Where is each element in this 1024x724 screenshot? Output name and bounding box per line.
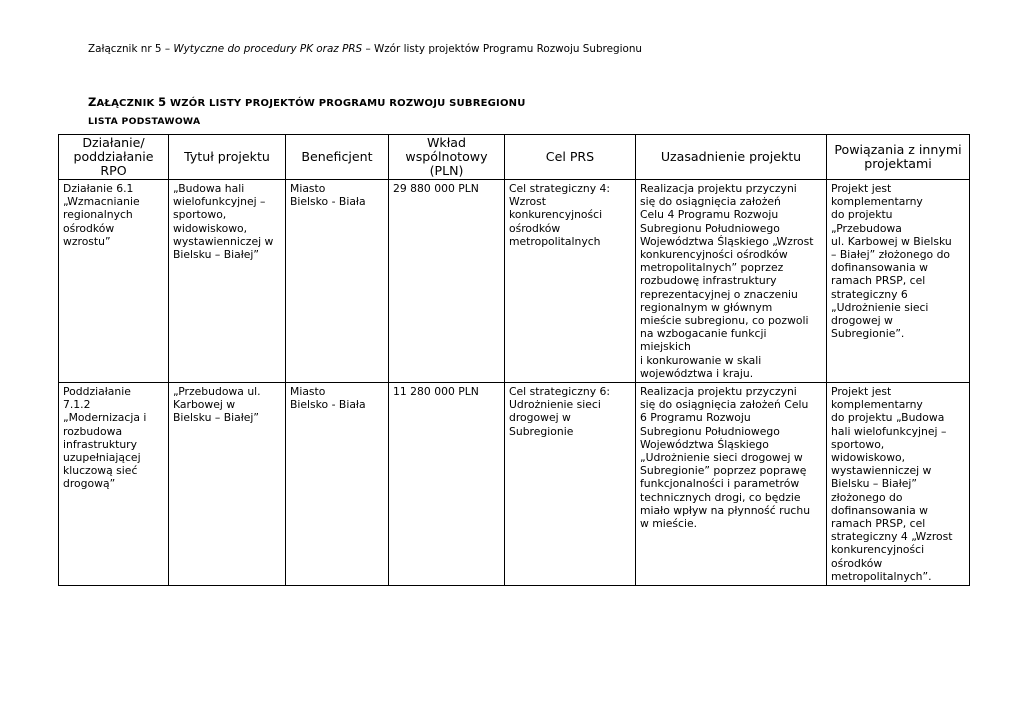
cell-wklad: 11 280 000 PLN (389, 383, 505, 586)
cell-dzialanie: Działanie 6.1 „Wzmacnianie regionalnych ośrodków wzrostu” (59, 180, 169, 383)
col-header-dzialanie: Działanie/ poddziałanie RPO (59, 135, 169, 180)
col-header-cel: Cel PRS (505, 135, 636, 180)
cell-uzasadnienie: Realizacja projektu przyczyni się do osiągnięcia założeń Celu 6 Programu Rozwoju Subregionu Południowego Województwa Śląskiego „Udrożnienie sieci drogowej w Subregionie” poprzez poprawę funkcjonalności i parametrów technicznych drogi, co będzie miało wpływ na płynność ruchu w mieście. (636, 383, 827, 586)
document-heading (88, 95, 526, 109)
projects-table (58, 134, 970, 586)
cell-wklad: 29 880 000 PLN (389, 180, 505, 383)
cell-powiazania: Projekt jest komplementarny do projektu „Budowa hali wielofunkcyjnej – sportowo, widowiskowo, wystawienniczej w Bielsku – Białej” złożonego do dofinansowania w ramach PRSP, cel strategiczny 4 „Wzrost konkurencyjności ośrodków metropolitalnych”. (827, 383, 970, 586)
cell-powiazania: Projekt jest komplementarny do projektu „Przebudowa ul. Karbowej w Bielsku – Białej” złożonego do dofinansowania w ramach PRSP, cel strategiczny 6 „Udrożnienie sieci drogowej w Subregionie”. (827, 180, 970, 383)
cell-tytul: „Przebudowa ul. Karbowej w Bielsku – Białej” (169, 383, 286, 586)
cell-beneficjent: Miasto Bielsko - Biała (286, 180, 389, 383)
cell-cel: Cel strategiczny 6: Udrożnienie sieci drogowej w Subregionie (505, 383, 636, 586)
col-header-beneficjent: Beneficjent (286, 135, 389, 180)
cell-beneficjent: Miasto Bielsko - Biała (286, 383, 389, 586)
heading-first-letter: Z (88, 95, 97, 109)
heading-rest: AŁĄCZNIK (96, 98, 159, 109)
table-row (59, 180, 970, 383)
heading-title: WZÓR LISTY PROJEKTÓW PROGRAMU ROZWOJU SUBREGIONU (166, 98, 526, 109)
table-header-row (59, 135, 970, 180)
table-row (59, 383, 970, 586)
cell-cel: Cel strategiczny 4: Wzrost konkurencyjności ośrodków metropolitalnych (505, 180, 636, 383)
header-suffix: – Wzór listy projektów Programu Rozwoju Subregionu (362, 43, 643, 55)
cell-dzialanie: Poddziałanie 7.1.2 „Modernizacja i rozbudowa infrastruktury uzupełniającej kluczową sieć drogową” (59, 383, 169, 586)
cell-tytul: „Budowa hali wielofunkcyjnej – sportowo, widowiskowo, wystawienniczej w Bielsku – Białej” (169, 180, 286, 383)
list-subheading: LISTA PODSTAWOWA (88, 116, 201, 127)
col-header-tytul: Tytuł projektu (169, 135, 286, 180)
col-header-powiazania: Powiązania z innymi projektami (827, 135, 970, 180)
cell-uzasadnienie: Realizacja projektu przyczyni się do osiągnięcia założeń Celu 4 Programu Rozwoju Subregionu Południowego Województwa Śląskiego „Wzrost konkurencyjności ośrodków metropolitalnych” poprzez rozbudowę infrastruktury reprezentacyjnej o znaczeniu regionalnym w głównym mieście subregionu, co pozwoli na wzbogacanie funkcji miejskich i konkurowanie w skali województwa i kraju. (636, 180, 827, 383)
heading-number: 5 (158, 95, 167, 109)
page-header (88, 43, 642, 55)
col-header-wklad: Wkład wspólnotowy (PLN) (389, 135, 505, 180)
col-header-uzasadnienie: Uzasadnienie projektu (636, 135, 827, 180)
header-prefix: Załącznik nr 5 – (88, 43, 174, 55)
header-italic-title: Wytyczne do procedury PK oraz PRS (173, 43, 363, 55)
